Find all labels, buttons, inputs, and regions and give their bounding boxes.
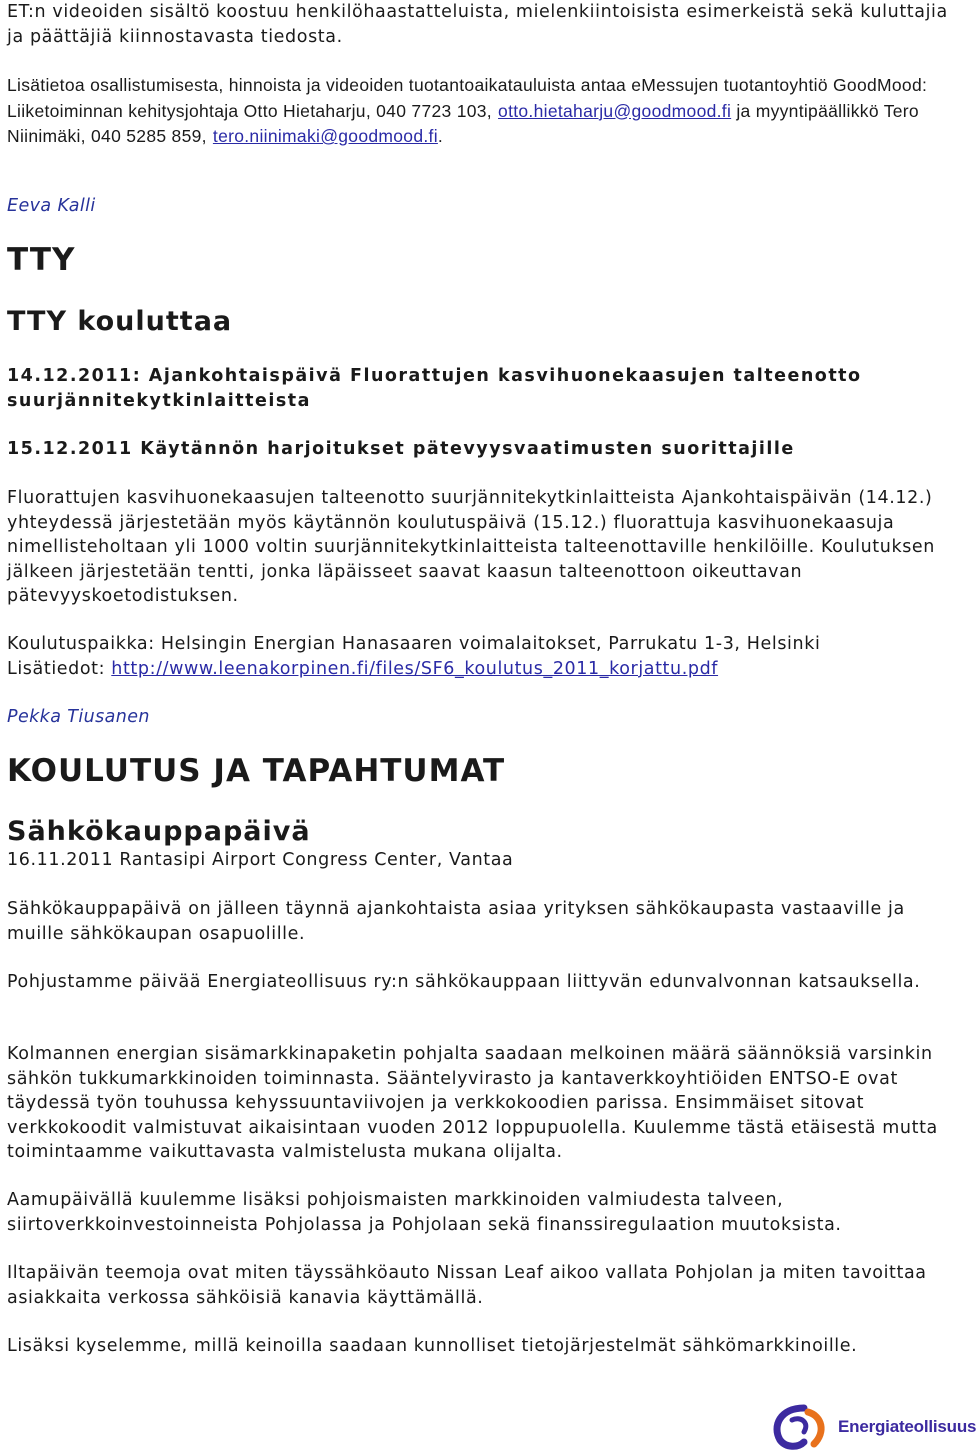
intro-paragraph: ET:n videoiden sisältö koostuu henkilöhaastatteluista, mielenkiintoisista esimerkeistä sekä kuluttajia ja päättäjiä kiinnostavasta tiedosta. — [7, 2, 948, 47]
contact-paragraph — [7, 73, 952, 150]
event-paragraph-1: Sähkökauppapäivä on jälleen täynnä ajankohtaista asiaa yrityksen sähkökaupasta vastaaville ja muille sähkökaupan osapuolille. — [7, 899, 905, 944]
subheading-tty-kouluttaa: TTY kouluttaa — [7, 306, 233, 337]
tty-body-paragraph: Fluorattujen kasvihuonekaasujen talteenotto suurjännitekytkinlaitteista Ajankohtaispäivän (14.12.) yhteydessä järjestetään myös käytännön koulutuspäivä (15.12.) fluorattuja kasvihuonekaasuja nimellisteholtaan yli 1000 voltin suurjännitekytkinlaitteista talteenottaville henkilöille. Koulutuksen jälkeen järjestetään tentti, jonka läpäisseet saavat kaasun talteenottoon oikeuttavan pätevyyskoetodistuksen. — [7, 488, 935, 606]
more-info-label: Lisätiedot: — [7, 658, 112, 679]
event-paragraph-3: Kolmannen energian sisämarkkinapaketin pohjalta saadaan melkoinen määrä säännöksiä varsinkin sähkön tukkumarkkinoiden toiminnasta. Sääntelyvirasto ja kantaverkkoyhtiöiden ENTSO-E ovat täydessä työn touhussa kehyssuuntaviivojen ja verkkokoodien parissa. Ensimmäiset sitovat verkkokoodit valmistuvat aikaisintaan vuoden 2012 loppupuolella. Kuulemme tästä etäisestä mutta toimintaamme vaikuttavasta valmistelusta mukana olijalta. — [7, 1044, 938, 1162]
event-paragraph-2: Pohjustamme päivää Energiateollisuus ry:n sähkökauppaan liittyvän edunvalvonnan katsauksella. — [7, 972, 921, 992]
event-paragraph-6: Lisäksi kyselemme, millä keinoilla saadaan kunnolliset tietojärjestelmät sähkömarkkinoille. — [7, 1336, 858, 1356]
event-title: Sähkökauppapäivä — [7, 816, 311, 847]
event-heading-1: 14.12.2011: Ajankohtaispäivä Fluorattujen kasvihuonekaasujen talteenotto suurjännitekytkinlaitteista — [7, 366, 862, 411]
event-heading-2: 15.12.2011 Käytännön harjoitukset pätevyysvaatimusten suorittajille — [7, 439, 795, 459]
more-info-link[interactable]: http://www.leenakorpinen.fi/files/SF6_koulutus_2011_korjattu.pdf — [111, 658, 719, 679]
event-paragraph-5: Iltapäivän teemoja ovat miten täyssähköauto Nissan Leaf aikoo vallata Pohjolan ja miten tavoittaa asiakkaita verkossa sähköisiä kanavia käyttämällä. — [7, 1263, 927, 1308]
section-heading-events: KOULUTUS JA TAPAHTUMAT — [7, 753, 506, 789]
author-pekka-tiusanen: Pekka Tiusanen — [7, 707, 150, 727]
email-link-tero[interactable]: tero.niinimaki@goodmood.fi — [212, 126, 438, 146]
author-eeva-kalli: Eeva Kalli — [7, 196, 96, 216]
logo-wordmark: Energiateollisuus — [838, 1417, 976, 1436]
contact-text: Lisätietoa osallistumisesta, hinnoista ja videoiden tuotantoaikatauluista antaa eMessujen tuotantoyhtiö GoodMood: Liiketoiminnan kehitysjohtaja Otto Hietaharju, 040 7723 103, — [7, 75, 928, 121]
event-paragraph-4: Aamupäivällä kuulemme lisäksi pohjoismaisten markkinoiden valmiudesta talveen, siirtoverkkoinvestoinneista Pohjolassa ja Pohjolaan sekä finanssiregulaation muutoksista. — [7, 1190, 842, 1235]
training-location-text: Koulutuspaikka: Helsingin Energian Hanasaaren voimalaitokset, Parrukatu 1-3, Helsinki — [7, 634, 821, 654]
contact-text-mid: ja myyntipäällikkö Tero Niinimäki, 040 5285 859, — [7, 100, 919, 146]
section-heading-tty: TTY — [7, 242, 76, 278]
contact-end: . — [437, 126, 444, 146]
email-link-otto[interactable]: otto.hietaharju@goodmood.fi — [498, 100, 732, 121]
training-location — [7, 632, 952, 681]
event-date-place: 16.11.2011 Rantasipi Airport Congress Center, Vantaa — [7, 850, 514, 870]
